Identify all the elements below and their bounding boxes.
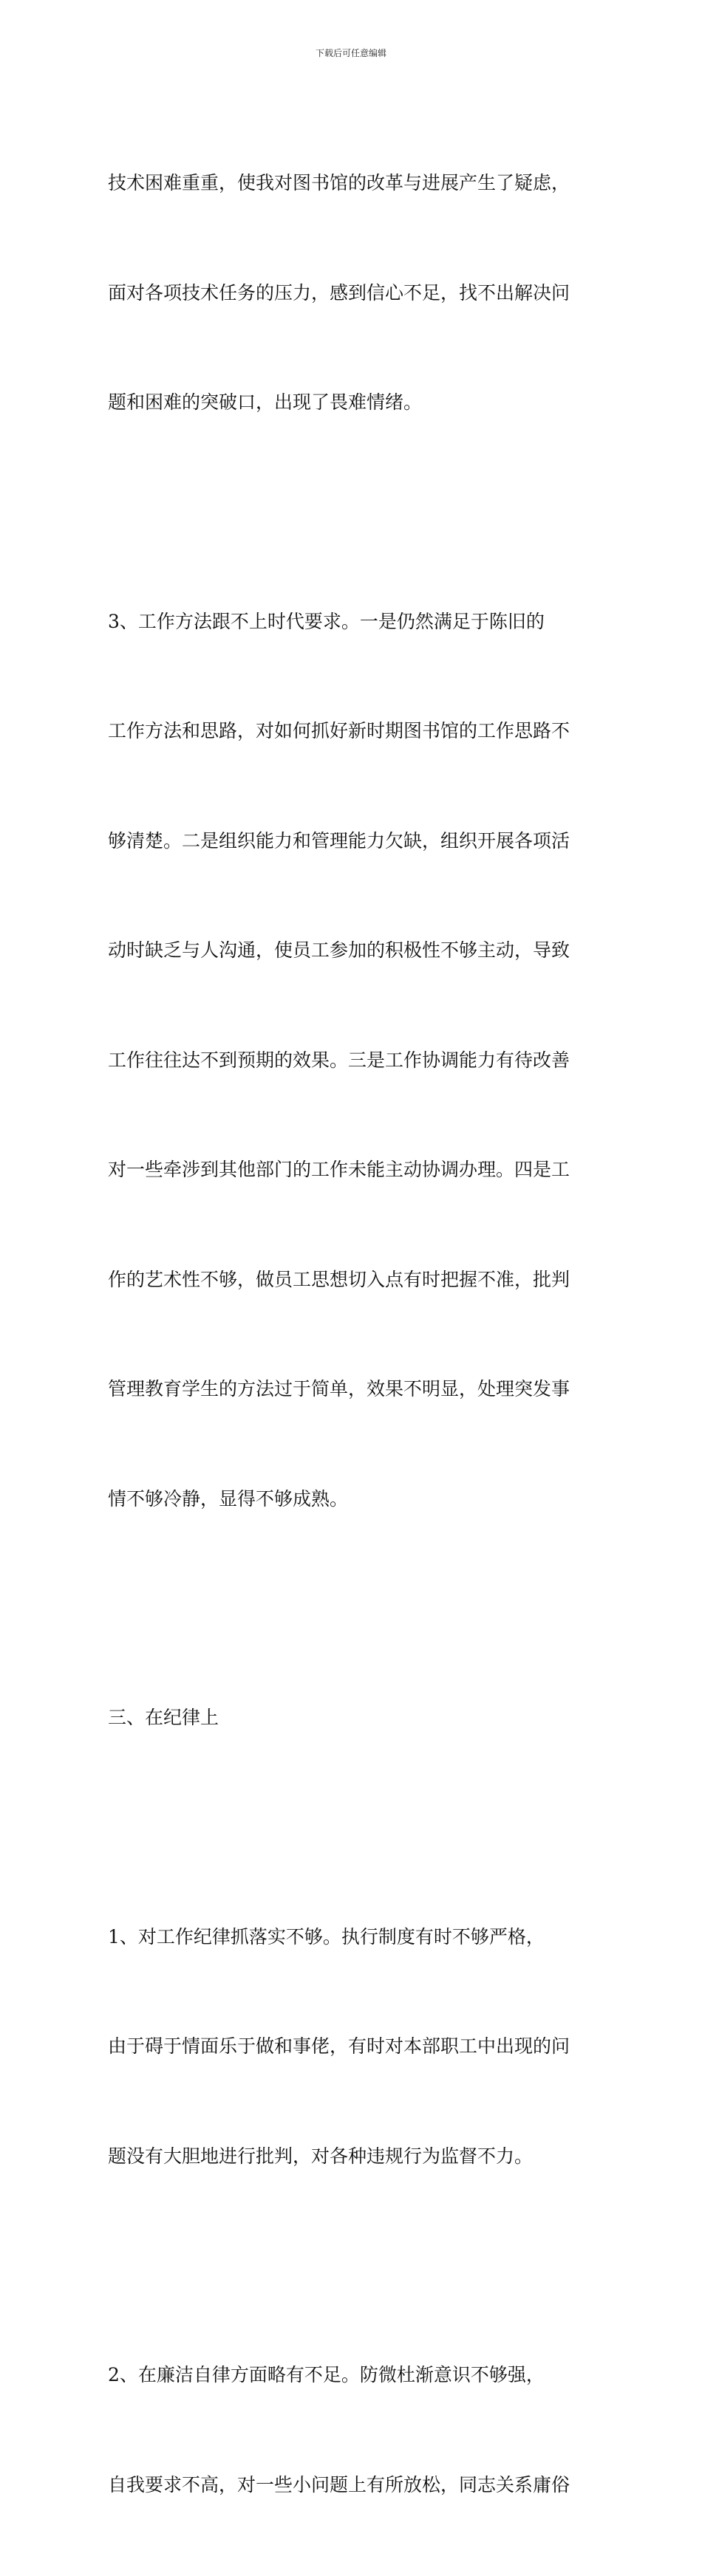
- text-line: 工作往往达不到预期的效果。三是工作协调能力有待改善: [108, 1049, 570, 1071]
- section-heading-discipline: [108, 1626, 603, 1809]
- text-line: 动时缺乏与人沟通，使员工参加的积极性不够主动，导致: [108, 939, 570, 961]
- paragraph-work-discipline: [108, 1846, 603, 2248]
- paragraph-gap: [108, 2247, 603, 2284]
- paragraph-integrity: [108, 2284, 603, 2576]
- paragraph-gap: [108, 1809, 603, 1846]
- text-line: 对一些牵涉到其他部门的工作未能主动协调办理。四是工: [108, 1159, 570, 1180]
- paragraph-gap: [108, 1590, 603, 1626]
- text-line: 题和困难的突破口，出现了畏难情绪。: [108, 391, 423, 413]
- text-line: 1、对工作纪律抓落实不够。执行制度有时不够严格，: [108, 1925, 545, 1948]
- text-line: 3、工作方法跟不上时代要求。一是仍然满足于陈旧的: [108, 610, 545, 632]
- paragraph-gap: [108, 494, 603, 530]
- text-line: 情不够冷静，显得不够成熟。: [108, 1487, 349, 1510]
- page-header: 下载后可任意编辑: [315, 48, 386, 58]
- text-line: 技术困难重重，使我对图书馆的改革与进展产生了疑虑，: [108, 172, 570, 193]
- text-line: 自我要求不高，对一些小问题上有所放松，同志关系庸俗: [108, 2473, 570, 2496]
- text-line: 够清楚。二是组织能力和管理能力欠缺，组织开展各项活: [108, 829, 570, 852]
- text-line: 管理教育学生的方法过于简单，效果不明显，处理突发事: [108, 1378, 570, 1400]
- text-line: 题没有大胆地进行批判，对各种违规行为监督不力。: [108, 2145, 534, 2167]
- paragraph-tech-difficulties: [108, 92, 603, 494]
- text-line: 面对各项技术任务的压力，感到信心不足，找不出解决问: [108, 281, 570, 304]
- paragraph-work-methods: [108, 530, 603, 1591]
- text-line: 工作方法和思路，对如何抓好新时期图书馆的工作思路不: [108, 720, 570, 741]
- document-body: [108, 92, 603, 2576]
- text-line: 作的艺术性不够，做员工思想切入点有时把握不准，批判: [108, 1268, 570, 1290]
- text-line: 由于碍于情面乐于做和事佬，有时对本部职工中出现的问: [108, 2035, 570, 2057]
- section-heading: 三、在纪律上: [108, 1707, 219, 1728]
- text-line: 2、在廉洁自律方面略有不足。防微杜渐意识不够强，: [108, 2364, 545, 2385]
